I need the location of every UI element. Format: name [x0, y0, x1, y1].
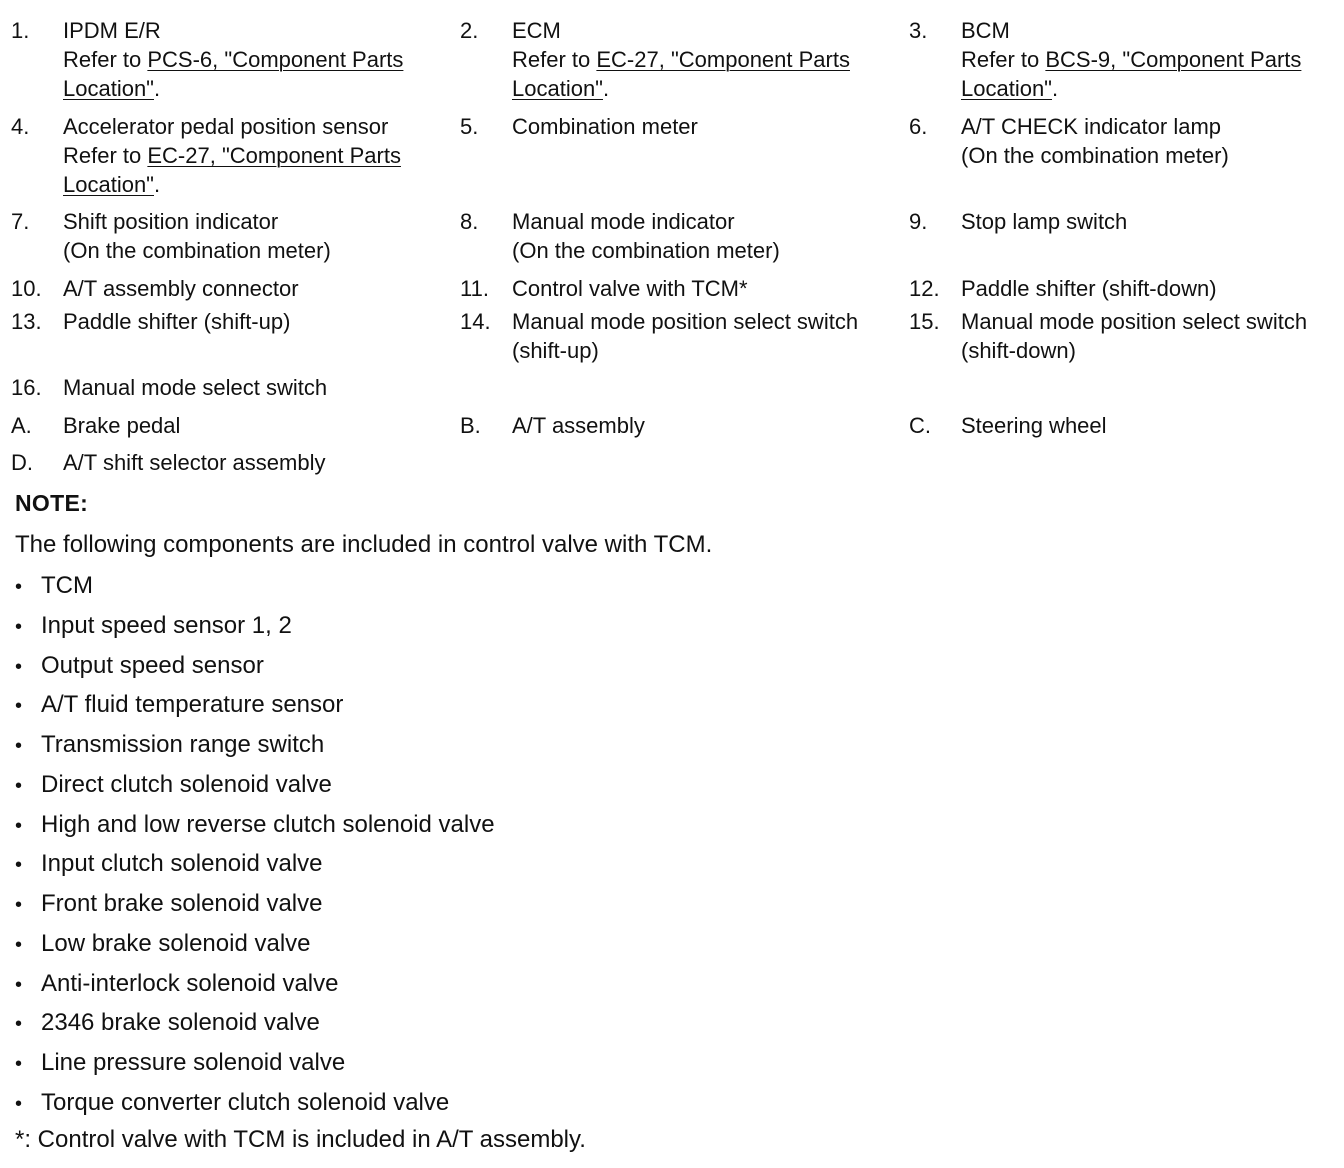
bullet-icon: • [15, 894, 23, 916]
item-label: Manual mode position select switch [961, 309, 1308, 334]
ec-27-reference-link[interactable]: EC-27, "Component Parts [147, 143, 401, 168]
item-label: A/T assembly connector [63, 276, 299, 301]
ref-period: . [154, 76, 161, 101]
item-label: Manual mode indicator [512, 209, 735, 234]
refer-to-text: Refer to [961, 47, 1046, 72]
item-number: 6. [909, 114, 928, 139]
item-label: ECM [512, 18, 561, 43]
bullet-icon: • [15, 1013, 23, 1036]
item-label: A/T shift selector assembly [63, 450, 326, 475]
item-number: 1. [11, 18, 30, 43]
item-number: 5. [460, 114, 479, 139]
list-item: • Output speed sensor [15, 651, 495, 691]
item-label: Paddle shifter (shift-up) [63, 309, 291, 334]
item-label: A/T CHECK indicator lamp [961, 114, 1222, 139]
ref-period: . [1052, 76, 1059, 101]
item-label: Manual mode select switch [63, 375, 328, 400]
list-item: • Anti-interlock solenoid valve [15, 969, 495, 1009]
list-item: • Torque converter clutch solenoid valve [15, 1088, 495, 1128]
list-item: • Front brake solenoid valve [15, 889, 495, 929]
item-number: 10. [11, 276, 42, 301]
item-letter: B. [460, 413, 481, 438]
item-sublabel: (On the combination meter) [961, 143, 1229, 168]
item-number: 7. [11, 209, 30, 234]
list-item: • Line pressure solenoid valve [15, 1048, 495, 1088]
item-number: 4. [11, 114, 30, 139]
item-label: Shift position indicator [63, 209, 279, 234]
list-item: • High and low reverse clutch solenoid valve [15, 810, 495, 850]
bullet-icon: • [15, 735, 23, 757]
refer-to-text: Refer to [63, 47, 148, 72]
bullet-icon: • [15, 973, 23, 996]
list-item: • TCM [15, 571, 495, 611]
ec-27-reference-link[interactable]: EC-27, "Component Parts [596, 47, 850, 72]
bullet-icon: • [15, 814, 23, 837]
item-sublabel: (shift-down) [961, 338, 1076, 363]
list-item: • Transmission range switch [15, 730, 495, 770]
bullet-icon: • [15, 615, 23, 638]
note-intro: The following components are included in control valve with TCM. [15, 531, 713, 558]
item-label: Combination meter [512, 114, 698, 139]
bullet-icon: • [15, 576, 23, 598]
item-sublabel: (On the combination meter) [63, 238, 331, 263]
item-number: 9. [909, 209, 928, 234]
item-label: BCM [961, 18, 1010, 43]
bullet-icon: • [15, 933, 23, 956]
item-letter: A. [11, 413, 32, 438]
item-label: Paddle shifter (shift-down) [961, 276, 1217, 301]
item-label: Brake pedal [63, 413, 181, 438]
item-number: 8. [460, 209, 479, 234]
list-item: • 2346 brake solenoid valve [15, 1008, 495, 1048]
bullet-icon: • [15, 1092, 23, 1115]
ref-period: . [603, 76, 610, 101]
refer-to-text: Refer to [63, 143, 148, 168]
ref-period: . [154, 172, 161, 197]
list-item: • Input speed sensor 1, 2 [15, 611, 495, 651]
item-label: Stop lamp switch [961, 209, 1128, 234]
list-item: • Input clutch solenoid valve [15, 849, 495, 889]
item-letter: C. [909, 413, 931, 438]
bullet-icon: • [15, 655, 23, 678]
item-label: IPDM E/R [63, 18, 161, 43]
refer-to-text: Refer to [512, 47, 597, 72]
note-title: NOTE: [15, 490, 89, 516]
bcs-9-reference-link-cont[interactable]: Location" [961, 76, 1052, 101]
ec-27-reference-link-cont[interactable]: Location" [63, 172, 154, 197]
item-sublabel: (shift-up) [512, 338, 599, 363]
item-label: Manual mode position select switch [512, 309, 859, 334]
list-item: • Low brake solenoid valve [15, 929, 495, 969]
item-number: 15. [909, 309, 940, 334]
item-label: Steering wheel [961, 413, 1107, 438]
item-sublabel: (On the combination meter) [512, 238, 780, 263]
item-number: 11. [460, 276, 489, 301]
bullet-icon: • [15, 854, 23, 877]
item-label: A/T assembly [512, 413, 645, 438]
footnote: *: Control valve with TCM is included in A/T assembly. [15, 1126, 586, 1153]
item-number: 13. [11, 309, 42, 334]
item-label: Control valve with TCM* [512, 276, 748, 301]
item-number: 16. [11, 375, 42, 400]
bullet-icon: • [15, 774, 23, 797]
bullet-icon: • [15, 1053, 23, 1075]
item-label: Accelerator pedal position sensor [63, 114, 389, 139]
item-letter: D. [11, 450, 33, 475]
component-list [15, 571, 495, 1128]
item-number: 12. [909, 276, 940, 301]
list-item: • A/T fluid temperature sensor [15, 690, 495, 730]
pcs-6-reference-link[interactable]: PCS-6, "Component Parts [147, 47, 404, 72]
ec-27-reference-link-cont[interactable]: Location" [512, 76, 603, 101]
pcs-6-reference-link-cont[interactable]: Location" [63, 76, 154, 101]
list-item: • Direct clutch solenoid valve [15, 770, 495, 810]
item-number: 3. [909, 18, 928, 43]
bcs-9-reference-link[interactable]: BCS-9, "Component Parts [1045, 47, 1302, 72]
item-number: 14. [460, 309, 491, 334]
bullet-icon: • [15, 695, 23, 718]
item-number: 2. [460, 18, 479, 43]
